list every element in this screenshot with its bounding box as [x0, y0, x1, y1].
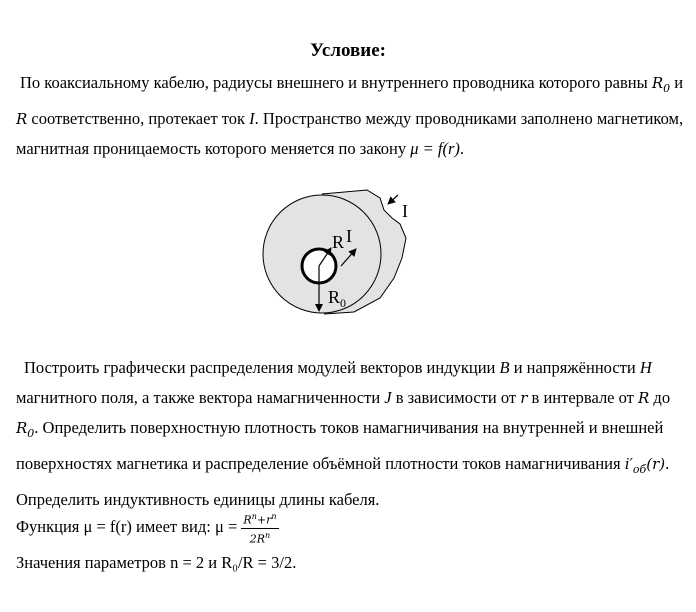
p2-text-6: до	[649, 388, 671, 407]
p2-text-2: и напряжённости	[509, 358, 640, 377]
p2-text-1: Построить графически распределения модулей векторов индукции	[24, 358, 500, 377]
p1-end: .	[459, 139, 465, 158]
heading: Условие:	[310, 40, 386, 61]
p1-current: I	[249, 109, 255, 128]
p2-h: H	[639, 358, 652, 377]
p2-text-8: . Определить индуктивность единицы длины кабеля.	[16, 454, 670, 509]
p2-R0: $R_0$	[16, 419, 35, 440]
p2-text-4: в зависимости от	[391, 388, 521, 407]
p2-text-7: . Определить поверхностную плотность токов намагничивания на внутренней и внешней поверхностях магнетика и распределение объёмной плотности токов намагничивания	[16, 418, 664, 473]
outer-current-arrow	[388, 195, 398, 204]
p1-r: R	[16, 110, 28, 128]
p1-law: μ = f(r)	[410, 139, 460, 158]
fraction-numerator: $R^n+r^n$	[243, 512, 277, 527]
p1-text-1: По коаксиальному кабелю, радиусы внешнего и внутреннего проводника которого равны	[20, 73, 652, 92]
p1-r0: $R_0$	[651, 74, 671, 95]
label-r: R	[332, 232, 345, 252]
p2-text-3: магнитного поля, а также вектора намагниченности	[16, 388, 385, 407]
label-r0: $R_0$	[328, 287, 347, 310]
p2-r: r	[520, 389, 528, 407]
task-paragraph	[16, 353, 686, 515]
function-formula-line	[16, 510, 279, 546]
p1-and: и	[670, 73, 684, 92]
p1-text-3: . Пространство между проводниками заполнено магнетиком, магнитная проницаемость которого меняется по закону	[16, 109, 684, 158]
condition-paragraph	[16, 68, 686, 164]
p2-text-5: в интервале от	[527, 388, 638, 407]
p1-text-2: соответственно, протекает ток	[27, 109, 250, 128]
parameter-values: Значения параметров n = 2 и R₀/R = 3/2.	[16, 553, 297, 572]
coaxial-cable-diagram	[262, 186, 412, 326]
p2-j: J	[384, 388, 392, 407]
label-i-outer: I	[402, 201, 408, 221]
label-i-inner: I	[346, 226, 352, 246]
p2-b: B	[499, 358, 510, 377]
p2-R: R	[638, 389, 650, 407]
p2-i-symbol: $i'_{об}(r)$	[624, 455, 666, 476]
formula-prefix: Функция μ = f(r) имеет вид: μ =	[16, 516, 242, 536]
fraction-denominator: $2R^n$	[249, 530, 271, 546]
mu-fraction	[241, 510, 278, 546]
